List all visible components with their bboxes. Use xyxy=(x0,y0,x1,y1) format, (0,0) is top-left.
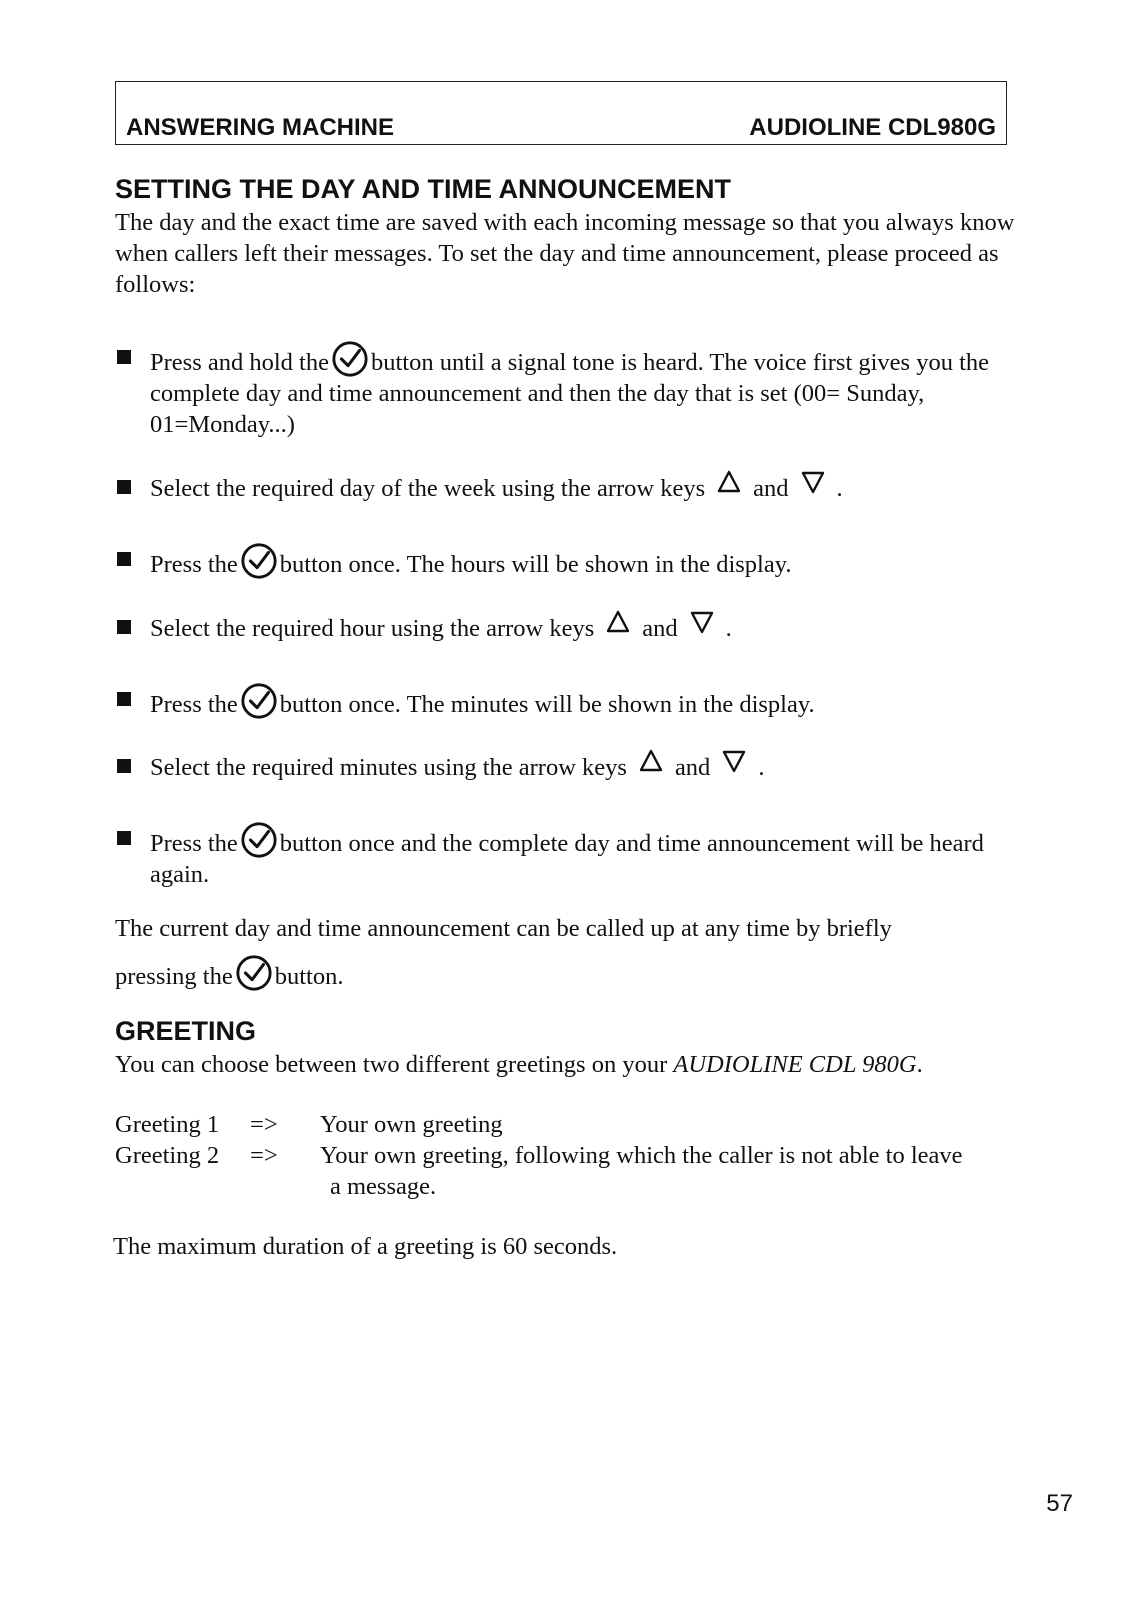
greeting-label: Greeting 1 xyxy=(115,1111,220,1138)
greeting-desc: Your own greeting, following which the caller is not able to leave xyxy=(320,1142,963,1169)
bullet-text: button once. The hours will be shown in the display. xyxy=(279,551,792,578)
outro-line: The current day and time announcement can be called up at any time by briefly xyxy=(115,915,892,942)
clock-button-icon xyxy=(235,954,273,992)
bullet-text: Select the required day of the week using the arrow keys xyxy=(150,475,706,502)
max-duration-text: The maximum duration of a greeting is 60 seconds. xyxy=(113,1233,618,1260)
bullet-text: Select the required minutes using the arrow keys xyxy=(150,754,627,781)
clock-button-icon xyxy=(240,682,278,720)
greeting-intro xyxy=(115,1049,1045,1080)
bullet-square-icon xyxy=(117,759,131,773)
header-model-name: AUDIOLINE CDL980G xyxy=(749,114,996,141)
greeting-arrow: => xyxy=(250,1142,278,1169)
bullet-square-icon xyxy=(117,620,131,634)
greeting-desc: Your own greeting xyxy=(320,1111,503,1138)
outro-text: pressing the xyxy=(115,963,233,990)
bullet-text: button once and the complete day and time announcement will be heard again. xyxy=(150,830,984,888)
bullet-text: Press the xyxy=(150,830,238,857)
header-section-title: ANSWERING MACHINE xyxy=(126,114,394,141)
greeting-label: Greeting 2 xyxy=(115,1142,220,1169)
page-number: 57 xyxy=(1046,1490,1073,1517)
greeting-desc-continued: a message. xyxy=(330,1173,437,1200)
intro-paragraph: The day and the exact time are saved with each incoming message so that you always know when callers left their messages. To set the day and time announcement, please proceed as follows: xyxy=(115,209,1015,298)
bullet-and: and xyxy=(753,475,789,502)
greeting-row-2 xyxy=(115,1140,1045,1202)
section-title-greeting: GREETING xyxy=(115,1016,257,1046)
greeting-intro-end: . xyxy=(916,1051,923,1078)
down-arrow-key-icon xyxy=(722,749,746,773)
bullet-and: and xyxy=(642,615,678,642)
clock-button-icon xyxy=(331,340,369,378)
page-header xyxy=(115,81,1007,145)
bullet-text: Select the required hour using the arrow keys xyxy=(150,615,595,642)
up-arrow-key-icon xyxy=(717,470,741,494)
down-arrow-key-icon xyxy=(690,610,714,634)
greeting-row-1 xyxy=(115,1109,1045,1140)
bullet-text: Press the xyxy=(150,691,238,718)
product-name: AUDIOLINE CDL 980G xyxy=(673,1051,917,1078)
bullet-text: button once. The minutes will be shown in the display. xyxy=(279,691,815,718)
bullet-and: and xyxy=(674,754,711,781)
greeting-arrow: => xyxy=(250,1111,278,1138)
bullet-square-icon xyxy=(117,552,131,566)
outro-paragraph xyxy=(115,913,1045,992)
clock-button-icon xyxy=(240,821,278,859)
up-arrow-key-icon xyxy=(639,749,663,773)
bullet-end: . xyxy=(836,475,843,502)
outro-text: button. xyxy=(274,963,344,990)
up-arrow-key-icon xyxy=(606,610,630,634)
down-arrow-key-icon xyxy=(801,470,825,494)
bullet-text: Press the xyxy=(150,551,238,578)
section-title-day-time: SETTING THE DAY AND TIME ANNOUNCEMENT xyxy=(115,174,732,204)
bullet-square-icon xyxy=(117,692,131,706)
bullet-square-icon xyxy=(117,350,131,364)
bullet-square-icon xyxy=(117,480,131,494)
bullet-end: . xyxy=(758,754,765,781)
bullet-text: button until a signal tone is heard. The voice first gives you the complete day and time announcement and then the day that is set (00= Sunday, 01=Monday...) xyxy=(150,349,990,438)
bullet-square-icon xyxy=(117,831,131,845)
bullet-end: . xyxy=(725,615,732,642)
greeting-intro-text: You can choose between two different greetings on your xyxy=(115,1051,674,1078)
bullet-text: Press and hold the xyxy=(150,349,329,376)
clock-button-icon xyxy=(240,542,278,580)
